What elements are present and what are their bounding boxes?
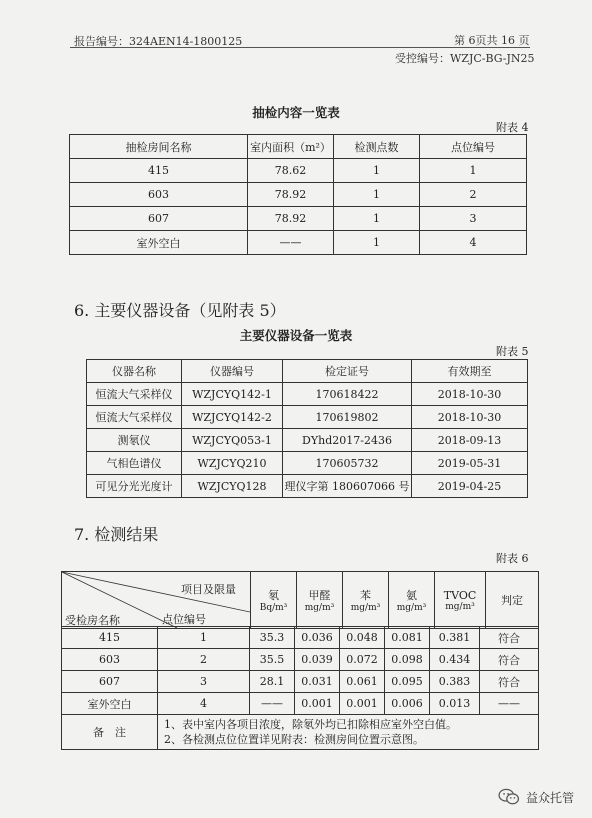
cell: —— bbox=[248, 231, 334, 255]
cell: 0.061 bbox=[340, 671, 385, 693]
watermark-text: 益众托管 bbox=[525, 790, 574, 805]
cell: —— bbox=[480, 693, 539, 715]
cell: 0.031 bbox=[295, 671, 340, 693]
watermark bbox=[498, 788, 574, 806]
table-row bbox=[70, 231, 527, 255]
col-unit: mg/m³ bbox=[350, 603, 381, 613]
col-unit: mg/m³ bbox=[445, 601, 475, 612]
report-number: 报告编号：324AEN14-1800125 bbox=[74, 35, 243, 48]
cell: 0.006 bbox=[385, 693, 430, 715]
cell: 607 bbox=[62, 671, 158, 693]
cell: 1 bbox=[420, 159, 527, 183]
cell: 符合 bbox=[480, 649, 539, 671]
col-header: 点位编号 bbox=[420, 135, 527, 159]
cell: DYhd2017-2436 bbox=[283, 429, 412, 452]
cell: 1 bbox=[158, 627, 250, 649]
cell: 0.383 bbox=[430, 671, 480, 693]
cell: WZJCYQ210 bbox=[182, 452, 283, 475]
table-row bbox=[87, 452, 528, 475]
cell: 符合 bbox=[480, 671, 539, 693]
cell: 0.072 bbox=[340, 649, 385, 671]
section7-heading: 7. 检测结果 bbox=[74, 525, 159, 544]
cell: 35.5 bbox=[250, 649, 295, 671]
cell: WZJCYQ142-2 bbox=[182, 406, 283, 429]
cell: 符合 bbox=[480, 627, 539, 649]
col-unit: mg/m³ bbox=[396, 603, 427, 613]
cell: 0.434 bbox=[430, 649, 480, 671]
table4-title: 抽检内容一览表 bbox=[252, 105, 340, 120]
page-number: 第 6页共 16 页 bbox=[454, 34, 530, 47]
cell: 2018-09-13 bbox=[412, 429, 528, 452]
corner-label-point: 点位编号 bbox=[162, 613, 206, 626]
remark-line: 1、表中室内各项目浓度，除氡外均已扣除相应室外空白值。 bbox=[164, 718, 457, 731]
results-body bbox=[61, 626, 539, 750]
cell: 3 bbox=[158, 671, 250, 693]
cell: 415 bbox=[70, 159, 248, 183]
diagonal-header-cell bbox=[62, 572, 251, 629]
cell: 1 bbox=[334, 231, 420, 255]
cell: 1 bbox=[334, 183, 420, 207]
cell: 4 bbox=[420, 231, 527, 255]
wechat-icon bbox=[498, 788, 520, 806]
cell: 室外空白 bbox=[62, 693, 158, 715]
cell: 603 bbox=[62, 649, 158, 671]
cell: 3 bbox=[420, 207, 527, 231]
cell: 可见分光光度计 bbox=[87, 475, 182, 498]
remarks-row bbox=[62, 715, 539, 750]
table-row bbox=[70, 207, 527, 231]
cell: 室外空白 bbox=[70, 231, 248, 255]
cell: 35.3 bbox=[250, 627, 295, 649]
col-name: 氨 bbox=[406, 589, 417, 602]
col-header: 检测点数 bbox=[334, 135, 420, 159]
cell: 607 bbox=[70, 207, 248, 231]
cell: 603 bbox=[70, 183, 248, 207]
cell: 1 bbox=[334, 159, 420, 183]
results-table bbox=[61, 571, 539, 629]
col-header-verdict: 判定 bbox=[486, 572, 539, 629]
cell: —— bbox=[250, 693, 295, 715]
cell: 4 bbox=[158, 693, 250, 715]
col-header: 抽检房间名称 bbox=[70, 135, 248, 159]
col-name: 甲醛 bbox=[308, 589, 331, 602]
cell: 170605732 bbox=[283, 452, 412, 475]
cell: 0.095 bbox=[385, 671, 430, 693]
col-name: 苯 bbox=[360, 589, 371, 602]
table-row bbox=[70, 183, 527, 207]
table-header-row bbox=[87, 360, 528, 383]
cell: WZJCYQ053-1 bbox=[182, 429, 283, 452]
col-header-benzene bbox=[343, 572, 389, 629]
remarks-text bbox=[158, 715, 539, 750]
cell: 理仪字第 180607066 号 bbox=[283, 475, 412, 498]
table-row bbox=[70, 159, 527, 183]
cell: 2018-10-30 bbox=[412, 383, 528, 406]
cell: 1 bbox=[334, 207, 420, 231]
cell: 415 bbox=[62, 627, 158, 649]
cell: 2019-04-25 bbox=[412, 475, 528, 498]
col-header: 检定证号 bbox=[283, 360, 412, 383]
table-row bbox=[87, 475, 528, 498]
cell: 测氡仪 bbox=[87, 429, 182, 452]
remark-line: 2、各检测点位位置详见附表：检测房间位置示意图。 bbox=[164, 733, 424, 746]
inspection-table bbox=[69, 134, 527, 255]
col-unit: Bq/m³ bbox=[259, 603, 288, 613]
cell: 0.039 bbox=[295, 649, 340, 671]
col-name: 氡 bbox=[268, 589, 279, 602]
cell: 0.036 bbox=[295, 627, 340, 649]
cell: 78.92 bbox=[248, 207, 334, 231]
cell: 2 bbox=[158, 649, 250, 671]
table6-annex: 附表 6 bbox=[496, 552, 529, 565]
table-row bbox=[62, 627, 539, 649]
table-header-row bbox=[70, 135, 527, 159]
corner-label-room: 受检房名称 bbox=[65, 614, 120, 627]
col-header: 仪器名称 bbox=[87, 360, 182, 383]
col-header-formaldehyde bbox=[297, 572, 343, 629]
cell: 0.098 bbox=[385, 649, 430, 671]
cell: WZJCYQ128 bbox=[182, 475, 283, 498]
section6-heading: 6. 主要仪器设备（见附表 5） bbox=[74, 301, 286, 320]
corner-label-items: 项目及限量 bbox=[181, 583, 236, 596]
col-header: 室内面积（m²） bbox=[248, 135, 334, 159]
cell: 0.048 bbox=[340, 627, 385, 649]
cell: 0.001 bbox=[340, 693, 385, 715]
cell: 2018-10-30 bbox=[412, 406, 528, 429]
table-header-row bbox=[62, 572, 539, 629]
cell: 28.1 bbox=[250, 671, 295, 693]
cell: 恒流大气采样仪 bbox=[87, 406, 182, 429]
col-name: TVOC bbox=[443, 588, 477, 602]
cell: 170618422 bbox=[283, 383, 412, 406]
cell: 78.92 bbox=[248, 183, 334, 207]
equipment-table bbox=[86, 359, 528, 498]
cell: 恒流大气采样仪 bbox=[87, 383, 182, 406]
col-header: 仪器编号 bbox=[182, 360, 283, 383]
cell: 0.381 bbox=[430, 627, 480, 649]
table5-title: 主要仪器设备一览表 bbox=[239, 328, 353, 343]
cell: WZJCYQ142-1 bbox=[182, 383, 283, 406]
table-row bbox=[87, 383, 528, 406]
cell: 0.013 bbox=[430, 693, 480, 715]
table4-annex: 附表 4 bbox=[496, 121, 529, 134]
cell: 78.62 bbox=[248, 159, 334, 183]
cell: 气相色谱仪 bbox=[87, 452, 182, 475]
cell: 0.081 bbox=[385, 627, 430, 649]
table-row bbox=[62, 649, 539, 671]
remarks-label: 备 注 bbox=[62, 715, 158, 750]
table-row bbox=[62, 693, 539, 715]
col-header-ammonia bbox=[389, 572, 435, 629]
control-number: 受控编号：WZJC-BG-JN25 bbox=[395, 52, 535, 65]
col-header-radon bbox=[251, 572, 297, 629]
col-header-tvoc bbox=[435, 572, 486, 629]
table-row bbox=[87, 429, 528, 452]
col-header: 有效期至 bbox=[412, 360, 528, 383]
cell: 2019-05-31 bbox=[412, 452, 528, 475]
col-unit: mg/m³ bbox=[304, 603, 335, 613]
header-divider bbox=[70, 47, 530, 48]
cell: 170619802 bbox=[283, 406, 412, 429]
cell: 2 bbox=[420, 183, 527, 207]
table5-annex: 附表 5 bbox=[496, 345, 529, 358]
table-row bbox=[62, 671, 539, 693]
table-row bbox=[87, 406, 528, 429]
cell: 0.001 bbox=[295, 693, 340, 715]
